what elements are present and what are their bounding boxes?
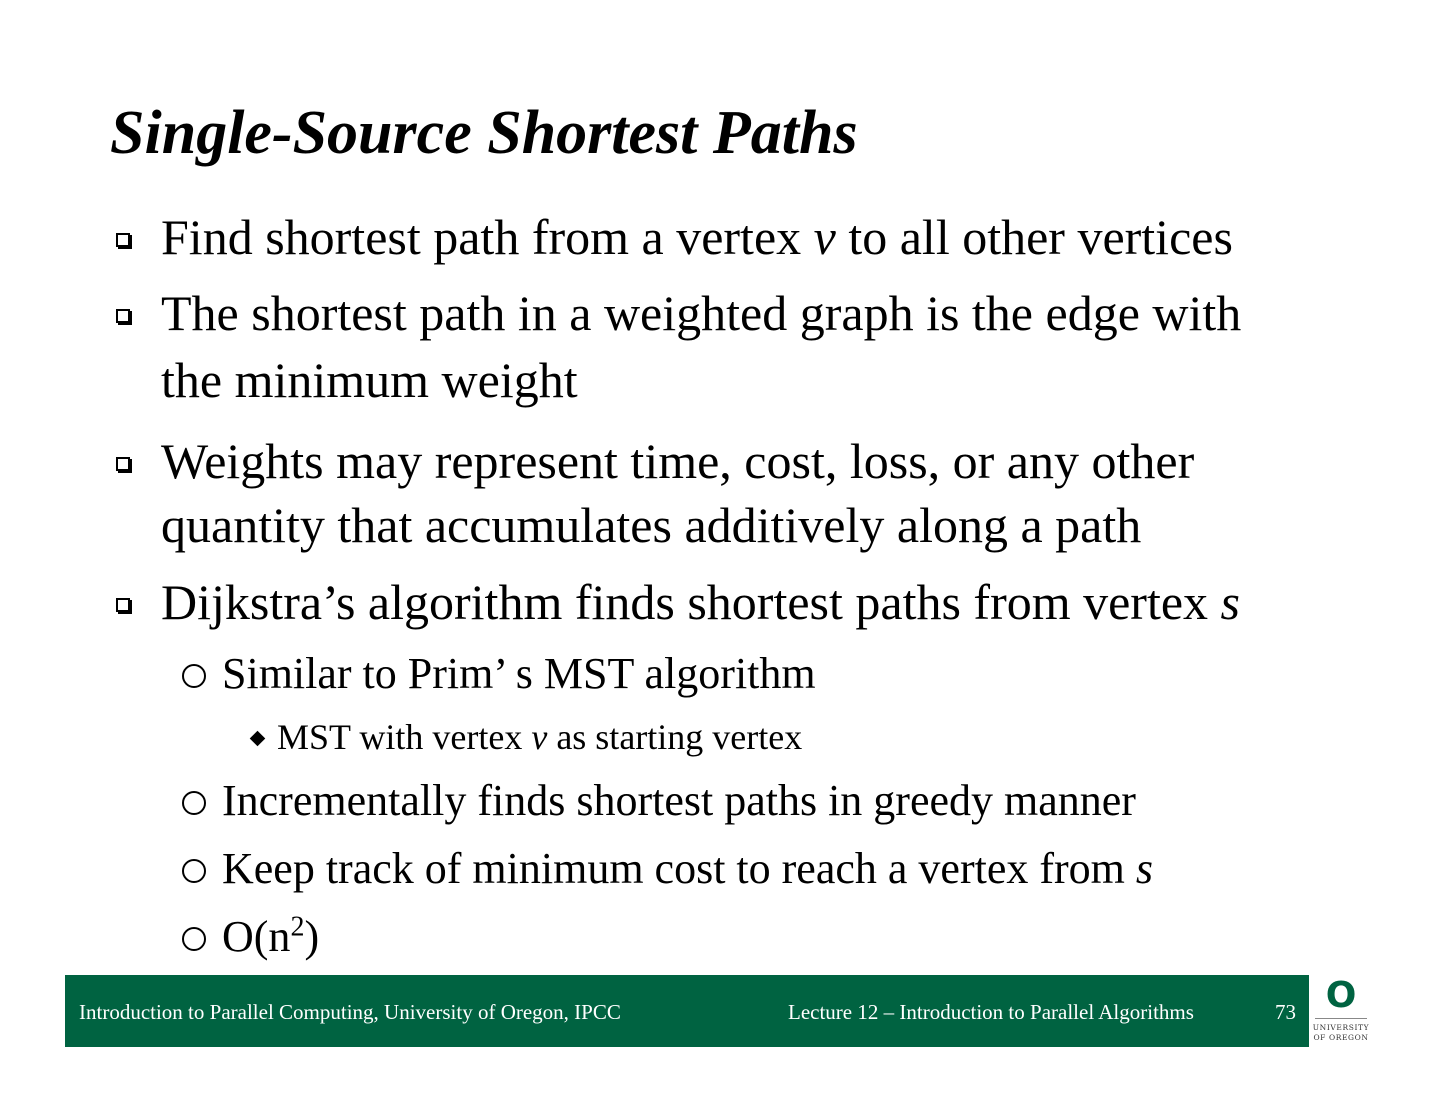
bullet-2-line1: The shortest path in a weighted graph is the edge with [161, 285, 1242, 341]
sub-bullet-1-text: Similar to Prim’ s MST algorithm [222, 649, 816, 698]
bullet-3-line2: quantity that accumulates additively along a path [161, 497, 1142, 553]
circle-bullet-icon [182, 927, 206, 951]
diamond-bullet-icon [250, 731, 266, 747]
footer-course-title: Introduction to Parallel Computing, University of Oregon, IPCC [79, 1000, 621, 1024]
footer-page-number: 73 [1275, 1000, 1296, 1024]
circle-bullet-icon [182, 664, 206, 688]
footer-bar [65, 975, 1309, 1047]
bullet-4-text: Dijkstra’s algorithm finds shortest paths from vertex s [161, 574, 1241, 630]
circle-bullet-icon [182, 791, 206, 815]
logo-divider [1315, 1018, 1367, 1019]
university-of-oregon-logo [1312, 976, 1370, 1046]
bullet-3-line1: Weights may represent time, cost, loss, or any other [161, 433, 1195, 489]
sub-sub-bullet-text: MST with vertex v as starting vertex [277, 717, 803, 757]
slide-title: Single-Source Shortest Paths [110, 99, 858, 167]
circle-bullet-icon [182, 859, 206, 883]
sub-bullet-3-text: Keep track of minimum cost to reach a vertex from s [222, 844, 1154, 893]
bullet-1-text: Find shortest path from a vertex v to all other vertices [161, 209, 1233, 265]
bullet-2-line2: the minimum weight [161, 352, 578, 408]
square-bullet-icon [116, 457, 130, 471]
logo-line-1: UNIVERSITY [1312, 1023, 1370, 1032]
square-bullet-icon [116, 309, 130, 323]
sub-bullet-2-text: Incrementally finds shortest paths in greedy manner [222, 776, 1136, 825]
footer-lecture-title: Lecture 12 – Introduction to Parallel Algorithms [788, 1000, 1194, 1024]
oregon-o-icon: O [1325, 975, 1357, 1016]
square-bullet-icon [116, 598, 130, 612]
logo-line-2: OF OREGON [1313, 1033, 1369, 1042]
square-bullet-icon [116, 233, 130, 247]
sub-bullet-4-text: $O(n^2)$ [222, 911, 320, 961]
